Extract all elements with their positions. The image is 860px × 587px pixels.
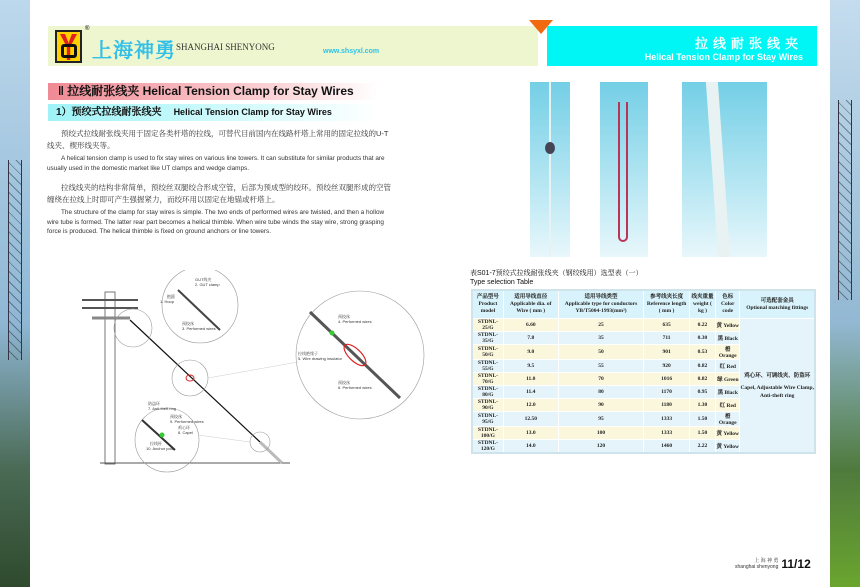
table-cell: 1170 <box>644 386 689 399</box>
label-hoop-en: 1. Hoop <box>160 299 175 304</box>
table-cell: 55 <box>558 360 644 373</box>
table-cell: 12.0 <box>503 399 558 412</box>
table-cell: 橙 Orange <box>716 345 740 360</box>
subsection-title <box>48 104 378 121</box>
table-cell: STDNL-55/G <box>472 360 503 373</box>
table-cell: STDNL-80/G <box>472 386 503 399</box>
label-pw3-cn: 预绞丝 <box>338 380 350 385</box>
column-header-cn: 参考线夹长度 <box>650 294 684 300</box>
paragraph-cn: 预绞式拉线耐张线夹用于固定各类杆塔的拉线，可替代目前国内在线路杆塔上常用的固定拉线的U-T线夹、楔形线夹等。 <box>47 129 389 150</box>
brand-name-cn: 上海神勇 <box>92 40 176 62</box>
paragraph-en: The structure of the clamp for stay wires is simple. The two ends of performed wires are twisted, and then a hollow wire tube is formed. The latter rear part becomes a helical thimble. When wire tube winds the stay wire, strong grasping force is produced. The helical thimble is fixed on ground anchors or line towers. <box>47 209 385 235</box>
brand-name-en: SHANGHAI SHENYONG <box>176 42 275 52</box>
table-row <box>472 319 815 332</box>
table-cell: 0.22 <box>689 319 715 332</box>
paragraph-cn: 拉线线夹的结构非常简单，预绞丝双腿绞合形成空管，后部为预成型的绞环。预绞丝双腿形成的空管缠绕在拉线上时即可产生强握紧力，而绞环用以固定在地锚或杆塔上。 <box>47 183 391 204</box>
table-cell: 901 <box>644 345 689 360</box>
tower-image <box>8 160 22 360</box>
table-cell: 1460 <box>644 440 689 454</box>
label-hoop-cn: 抱箍 <box>167 294 175 299</box>
label-insulator-cn: 拉线绝缘子 <box>298 351 318 356</box>
table-cell: 35 <box>558 332 644 345</box>
table-cell: 0.30 <box>689 332 715 345</box>
column-header <box>558 290 644 319</box>
left-photo-strip <box>0 0 30 587</box>
footer-brand-cn: 上 海 神 勇 <box>754 557 779 564</box>
label-pw2-cn: 预绞丝 <box>338 314 350 319</box>
section-title: ‖ 拉线耐张线夹 Helical Tension Clamp for Stay Wires <box>48 83 378 100</box>
page-footer <box>735 555 811 573</box>
table-cell: 0.95 <box>689 386 715 399</box>
table-cell: 9.5 <box>503 360 558 373</box>
table-cell: 红 Red <box>716 360 740 373</box>
fittings-en: Capel, Adjustable Wire Clamp, Anti-theft ring <box>740 384 814 399</box>
table-cell: STDNL-25/G <box>472 319 503 332</box>
website-link[interactable]: www.shsyxl.com <box>323 48 380 55</box>
column-header-en: Applicable dia. of Wire ( mm ) <box>510 301 552 314</box>
tower-image <box>838 100 852 300</box>
table-cell: 黄 Yellow <box>716 440 740 454</box>
table-cell: STDNL-120/G <box>472 440 503 454</box>
table-cell: 橙 Orange <box>716 412 740 427</box>
column-header-cn: 色标 <box>722 294 734 300</box>
table-cell: 711 <box>644 332 689 345</box>
type-selection-table <box>471 289 816 454</box>
table-cell: 1.30 <box>689 399 715 412</box>
installation-diagram <box>70 270 470 480</box>
table-cell: 1333 <box>644 412 689 427</box>
logo-icon <box>55 30 82 63</box>
product-photo-3 <box>682 82 767 257</box>
label-gut-cn: GUT线夹 <box>195 277 212 282</box>
table-caption-en: Type selection Table <box>470 279 534 286</box>
fittings-cn: 鸡心环、可调线夹、防盗环 <box>744 372 811 379</box>
table-cell: 920 <box>644 360 689 373</box>
label-gut-en: 2. GUT clamp <box>195 282 220 287</box>
page-number: 11/12 <box>781 556 811 571</box>
table-cell: STDNL-70/G <box>472 373 503 386</box>
product-photo-2 <box>600 82 648 257</box>
footer-brand <box>735 558 778 570</box>
table-cell: STDNL-95/G <box>472 412 503 427</box>
label-pw3-en: 6. Performed wires <box>338 385 372 390</box>
table-cell: STDNL-50/G <box>472 345 503 360</box>
column-header-cn: 可选配套金具 <box>760 297 794 304</box>
table-cell: 12.50 <box>503 412 558 427</box>
table-cell: 0.82 <box>689 360 715 373</box>
label-pw2-en: 4. Performed wires <box>338 319 372 324</box>
table-caption <box>470 268 643 286</box>
label-anchor-en: 10. Anchor pole <box>146 446 174 451</box>
table-cell: 2.22 <box>689 440 715 454</box>
table-cell: STDNL-35/G <box>472 332 503 345</box>
column-header-en: Reference length ( mm ) <box>646 301 687 314</box>
table-cell: 100 <box>558 427 644 440</box>
table-caption-cn: 表S01-7预绞式拉线耐张线夹（钢绞线用）选型表（一） <box>470 270 643 277</box>
label-capel-en: 8. Capel <box>178 430 193 435</box>
table-cell: 80 <box>558 386 644 399</box>
table-cell: 14.0 <box>503 440 558 454</box>
header-section-en: Helical Tension Clamp for Stay Wires <box>644 52 803 62</box>
table-cell: 黄 Yellow <box>716 427 740 440</box>
column-header-en: Product model <box>478 301 498 314</box>
label-pw-cn: 预绞丝 <box>182 321 194 326</box>
table-cell: 95 <box>558 412 644 427</box>
table-cell: 绿 Green <box>716 373 740 386</box>
table-cell: 1.50 <box>689 412 715 427</box>
header-section-label <box>547 26 817 66</box>
subsection-cn: 1）预绞式拉线耐张线夹 <box>56 107 162 118</box>
label-capel-cn: 鸡心环 <box>178 425 190 430</box>
table-cell: 13.0 <box>503 427 558 440</box>
column-header-en: weight ( kg ) <box>693 301 712 314</box>
right-photo-strip <box>830 0 860 587</box>
column-header <box>503 290 558 319</box>
label-ring-en: 7. Anti-theft ring <box>148 406 177 411</box>
table-cell: 25 <box>558 319 644 332</box>
paragraph-2 <box>47 182 393 237</box>
table-cell: 红 Red <box>716 399 740 412</box>
table-cell: 635 <box>644 319 689 332</box>
table-cell: 1016 <box>644 373 689 386</box>
table-cell: 70 <box>558 373 644 386</box>
column-header-cn: 适用导线类型 <box>584 294 618 300</box>
column-header <box>716 290 740 319</box>
table-cell: 黑 Black <box>716 332 740 345</box>
paragraph-1 <box>47 128 393 173</box>
column-header <box>689 290 715 319</box>
table-cell: STDNL-100/G <box>472 427 503 440</box>
label-pw-en: 3. Performed wires <box>182 326 216 331</box>
table-cell: 7.8 <box>503 332 558 345</box>
table-cell: 90 <box>558 399 644 412</box>
column-header-en: Optional matching fittings <box>746 304 809 311</box>
table-cell: 6.60 <box>503 319 558 332</box>
paragraph-en: A helical tension clamp is used to fix stay wires on various line towers. It can substitute for similar products that are usually used in the domestic market like UT clamps and wedge clamps. <box>47 155 385 172</box>
table-cell: 0.53 <box>689 345 715 360</box>
column-header <box>472 290 503 319</box>
registered-mark: ® <box>85 26 90 32</box>
table-cell: 50 <box>558 345 644 360</box>
table-cell: STDNL-90/G <box>472 399 503 412</box>
table-cell: 1333 <box>644 427 689 440</box>
column-header-en: Applicable type for conductors YB/T5004-1993(mm²) <box>564 301 638 314</box>
label-pw4-en: 9. Performed wires <box>170 419 204 424</box>
table-cell: 黑 Black <box>716 386 740 399</box>
table-cell: 1.50 <box>689 427 715 440</box>
catalog-page <box>30 0 830 587</box>
column-header <box>740 290 815 319</box>
table-cell: 120 <box>558 440 644 454</box>
column-header-cn: 适用导线直径 <box>514 294 548 300</box>
column-header <box>644 290 689 319</box>
subsection-en: Helical Tension Clamp for Stay Wires <box>173 107 332 117</box>
column-header-cn: 产品型号 <box>476 294 499 300</box>
column-header-en: Color code <box>721 301 735 314</box>
optional-fittings-cell <box>740 319 815 454</box>
table-cell: 11.4 <box>503 386 558 399</box>
table-cell: 11.0 <box>503 373 558 386</box>
label-insulator-en: 5. Wire drawing insulator <box>298 356 343 361</box>
product-photo-1 <box>530 82 570 257</box>
table-cell: 9.0 <box>503 345 558 360</box>
column-header-cn: 线夹重量 <box>691 294 714 300</box>
label-ring-cn: 防盗环 <box>148 401 160 406</box>
table-cell: 0.82 <box>689 373 715 386</box>
table-cell: 黄 Yellow <box>716 319 740 332</box>
table-cell: 1180 <box>644 399 689 412</box>
label-anchor-cn: 拉线杆 <box>150 441 162 446</box>
label-pw4-cn: 预绞丝 <box>170 414 182 419</box>
header-section-cn: 拉线耐张线夹 <box>694 36 803 51</box>
footer-brand-en: shanghai shenyong <box>735 563 779 570</box>
